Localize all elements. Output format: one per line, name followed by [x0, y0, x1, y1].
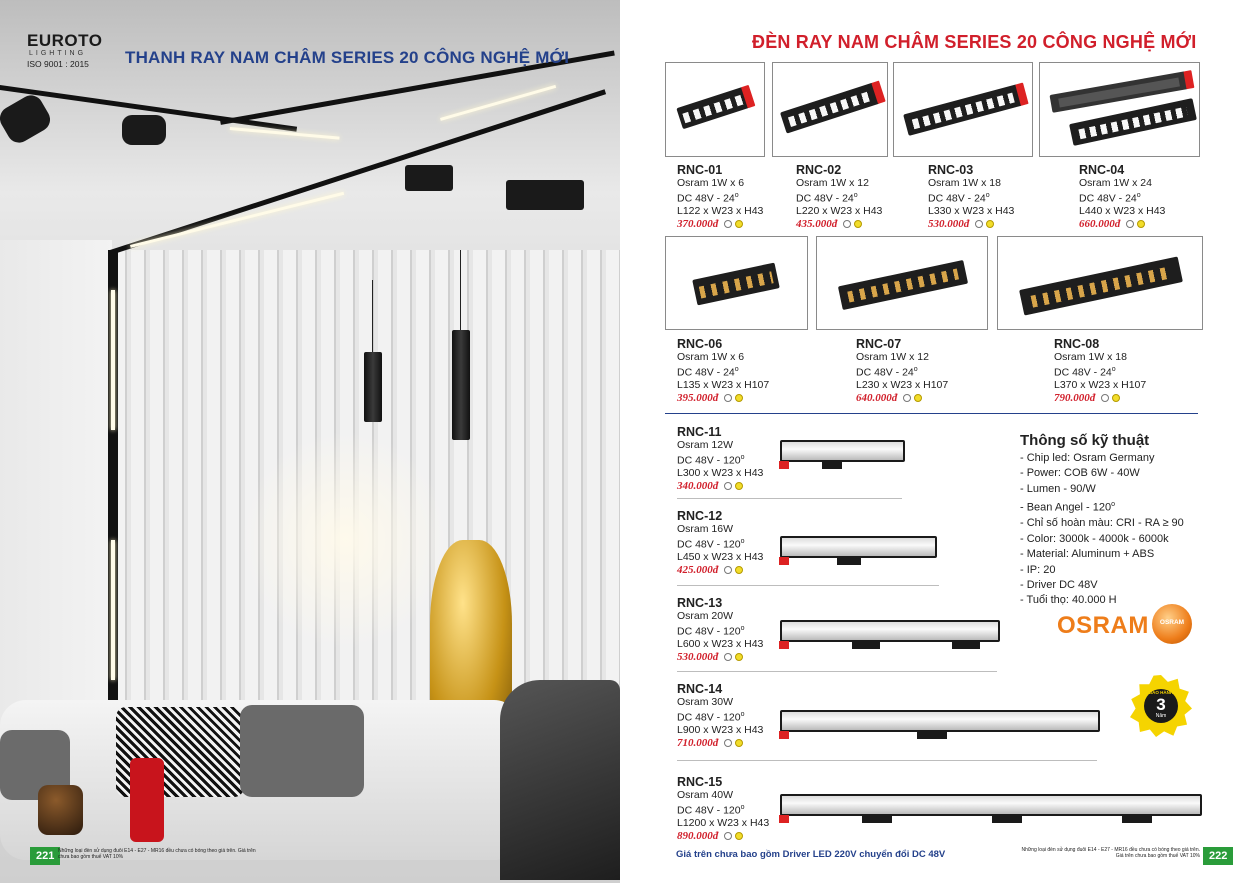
pendant-light [364, 352, 382, 422]
product-power: Osram 1W x 6 [677, 351, 745, 363]
left-page-title: THANH RAY NAM CHÂM SERIES 20 CÔNG NGHỆ MỚI [125, 48, 570, 67]
product-price: 640.000đ [856, 391, 948, 405]
grille-light [506, 180, 584, 210]
row-divider [677, 498, 902, 499]
product-price: 790.000đ [1054, 391, 1146, 405]
product-voltage: DC 48V - 120$^o$ [677, 803, 745, 816]
color-yellow-dot [1112, 394, 1120, 402]
product-rnc-14 [677, 682, 763, 750]
color-yellow-dot [735, 739, 743, 747]
product-rnc-01 [677, 163, 763, 231]
specs-title: Thông số kỹ thuật [1020, 432, 1150, 449]
iso-label: ISO 9001 : 2015 [27, 59, 89, 69]
product-code: RNC-07 [856, 337, 902, 351]
product-power: Osram 1W x 12 [796, 177, 869, 189]
product-price: 370.000đ [677, 217, 763, 231]
product-price: 395.000đ [677, 391, 769, 405]
product-voltage: DC 48V - 24$^o$ [928, 191, 990, 204]
product-voltage: DC 48V - 24$^o$ [677, 365, 739, 378]
right-page-title: ĐÈN RAY NAM CHÂM SERIES 20 CÔNG NGHỆ MỚI [752, 32, 1197, 52]
product-code: RNC-08 [1054, 337, 1100, 351]
color-warm-white-dot [724, 832, 732, 840]
cushion [240, 705, 364, 797]
product-voltage: DC 48V - 24$^o$ [856, 365, 918, 378]
pendant-light [452, 330, 470, 440]
product-size: L300 x W23 x H43 [677, 466, 764, 479]
product-rnc-04 [1079, 163, 1165, 231]
red-vase [130, 758, 164, 842]
product-code: RNC-14 [677, 682, 723, 696]
color-warm-white-dot [724, 394, 732, 402]
product-image-rnc-08 [997, 236, 1203, 330]
color-warm-white-dot [843, 220, 851, 228]
specs-list [1020, 451, 1235, 609]
color-yellow-dot [854, 220, 862, 228]
product-rnc-03 [928, 163, 1014, 231]
vertical-led [111, 540, 115, 680]
product-rnc-06 [677, 337, 769, 405]
spec-item: - IP: 20 [1020, 563, 1056, 576]
footer-note-left: Những loại đèn sử dụng đuôi E14 - E27 - MR16 đều chưa có bóng theo giá trên. Giá trên chưa bao gồm thuế VAT 10% [58, 848, 256, 860]
product-power: Osram 1W x 6 [677, 177, 745, 189]
wall-light-glow [240, 430, 450, 650]
product-image-rnc-12 [780, 536, 937, 558]
footer-note-right: Những loại đèn sử dụng đuôi E14 - E27 - MR16 đều chưa có bóng theo giá trên. Giá trên chưa bao gồm thuế VAT 10% [1021, 847, 1200, 859]
product-rnc-02 [796, 163, 882, 231]
brand-sub: LIGHTING [29, 50, 87, 57]
product-price: 530.000đ [677, 650, 763, 664]
section-divider [665, 413, 1198, 414]
pendant-wire [460, 250, 461, 332]
spec-item: - Lumen - 90/W [1020, 482, 1096, 495]
armchair [500, 680, 620, 880]
product-size: L230 x W23 x H107 [856, 378, 949, 391]
pendant-wire [372, 280, 373, 355]
spec-item: - Material: Aluminum + ABS [1020, 548, 1155, 561]
color-yellow-dot [735, 832, 743, 840]
product-price: 530.000đ [928, 217, 1014, 231]
product-voltage: DC 48V - 120$^o$ [677, 710, 745, 723]
spec-item: - Bean Angel - 120$^o$ [1020, 501, 1116, 514]
page-number-right: 222 [1203, 847, 1233, 865]
spec-item: - Chỉ số hoàn màu: CRI - RA ≥ 90 [1020, 517, 1184, 530]
spec-item: - Chip led: Osram Germany [1020, 452, 1155, 464]
product-rnc-08 [1054, 337, 1146, 405]
product-image-rnc-06 [665, 236, 808, 330]
product-code: RNC-03 [928, 163, 974, 177]
color-warm-white-dot [1126, 220, 1134, 228]
product-image-rnc-15 [780, 794, 1202, 816]
product-power: Osram 20W [677, 610, 734, 622]
osram-bulb-icon: OSRAM [1152, 604, 1192, 644]
product-price: 660.000đ [1079, 217, 1165, 231]
row-divider [677, 671, 997, 672]
product-size: L370 x W23 x H107 [1054, 378, 1147, 391]
product-code: RNC-13 [677, 596, 723, 610]
product-size: L440 x W23 x H43 [1079, 204, 1166, 217]
product-size: L900 x W23 x H43 [677, 723, 764, 736]
product-image-rnc-14 [780, 710, 1100, 732]
product-voltage: DC 48V - 24$^o$ [1079, 191, 1141, 204]
product-power: Osram 40W [677, 789, 734, 801]
warranty-badge-center: BẢO HÀNH 3 Năm [1144, 689, 1178, 723]
osram-logo: OSRAM [1057, 612, 1149, 639]
color-warm-white-dot [903, 394, 911, 402]
color-warm-white-dot [724, 566, 732, 574]
product-code: RNC-06 [677, 337, 723, 351]
spec-item: - Tuổi thọ: 40.000 H [1020, 594, 1117, 607]
product-price: 890.000đ [677, 829, 769, 843]
color-warm-white-dot [724, 653, 732, 661]
product-image-rnc-03 [893, 62, 1033, 157]
product-rnc-12 [677, 509, 763, 577]
spec-item: - Color: 3000k - 4000k - 6000k [1020, 532, 1169, 545]
product-size: L450 x W23 x H43 [677, 550, 764, 563]
product-power: Osram 1W x 18 [928, 177, 1001, 189]
product-voltage: DC 48V - 24$^o$ [677, 191, 739, 204]
page-number-left: 221 [30, 847, 60, 865]
product-image-rnc-02 [772, 62, 888, 157]
product-size: L1200 x W23 x H43 [677, 816, 770, 829]
product-rnc-07 [856, 337, 948, 405]
product-code: RNC-02 [796, 163, 842, 177]
product-price: 340.000đ [677, 479, 763, 493]
product-size: L135 x W23 x H107 [677, 378, 770, 391]
color-warm-white-dot [724, 220, 732, 228]
product-price: 425.000đ [677, 563, 763, 577]
right-page [620, 0, 1240, 883]
driver-note: Giá trên chưa bao gồm Driver LED 220V chuyển đổi DC 48V [676, 849, 946, 860]
product-image-rnc-07 [816, 236, 988, 330]
color-yellow-dot [735, 482, 743, 490]
spec-item: - Power: COB 6W - 40W [1020, 467, 1140, 480]
row-divider [677, 585, 939, 586]
product-power: Osram 30W [677, 696, 734, 708]
product-image-rnc-13 [780, 620, 1000, 642]
product-voltage: DC 48V - 120$^o$ [677, 453, 745, 466]
product-power: Osram 1W x 24 [1079, 177, 1152, 189]
product-size: L600 x W23 x H43 [677, 637, 764, 650]
product-price: 435.000đ [796, 217, 882, 231]
color-yellow-dot [735, 653, 743, 661]
product-image-rnc-04 [1039, 62, 1200, 157]
product-size: L220 x W23 x H43 [796, 204, 883, 217]
product-power: Osram 12W [677, 439, 734, 451]
plain-wall [0, 240, 112, 760]
row-divider [677, 760, 1097, 761]
product-rnc-13 [677, 596, 763, 664]
brand-logo: EUROTO [27, 31, 103, 50]
product-code: RNC-04 [1079, 163, 1125, 177]
color-warm-white-dot [1101, 394, 1109, 402]
color-yellow-dot [986, 220, 994, 228]
product-code: RNC-01 [677, 163, 723, 177]
color-warm-white-dot [724, 739, 732, 747]
product-code: RNC-15 [677, 775, 723, 789]
product-rnc-11 [677, 425, 763, 493]
color-yellow-dot [735, 394, 743, 402]
product-rnc-15 [677, 775, 769, 843]
product-code: RNC-11 [677, 425, 722, 439]
product-power: Osram 1W x 12 [856, 351, 929, 363]
grille-light [405, 165, 453, 191]
product-voltage: DC 48V - 120$^o$ [677, 537, 745, 550]
decor-bowl [38, 785, 83, 835]
product-power: Osram 1W x 18 [1054, 351, 1127, 363]
spotlight [122, 115, 166, 145]
vertical-led [111, 290, 115, 430]
product-power: Osram 16W [677, 523, 734, 535]
spec-item: - Driver DC 48V [1020, 578, 1098, 591]
color-yellow-dot [735, 220, 743, 228]
color-yellow-dot [735, 566, 743, 574]
product-price: 710.000đ [677, 736, 763, 750]
color-yellow-dot [914, 394, 922, 402]
product-voltage: DC 48V - 24$^o$ [796, 191, 858, 204]
product-size: L330 x W23 x H43 [928, 204, 1015, 217]
product-voltage: DC 48V - 120$^o$ [677, 624, 745, 637]
color-warm-white-dot [724, 482, 732, 490]
product-image-rnc-01 [665, 62, 765, 157]
product-image-rnc-11 [780, 440, 905, 462]
product-voltage: DC 48V - 24$^o$ [1054, 365, 1116, 378]
color-warm-white-dot [975, 220, 983, 228]
product-size: L122 x W23 x H43 [677, 204, 764, 217]
product-code: RNC-12 [677, 509, 723, 523]
color-yellow-dot [1137, 220, 1145, 228]
